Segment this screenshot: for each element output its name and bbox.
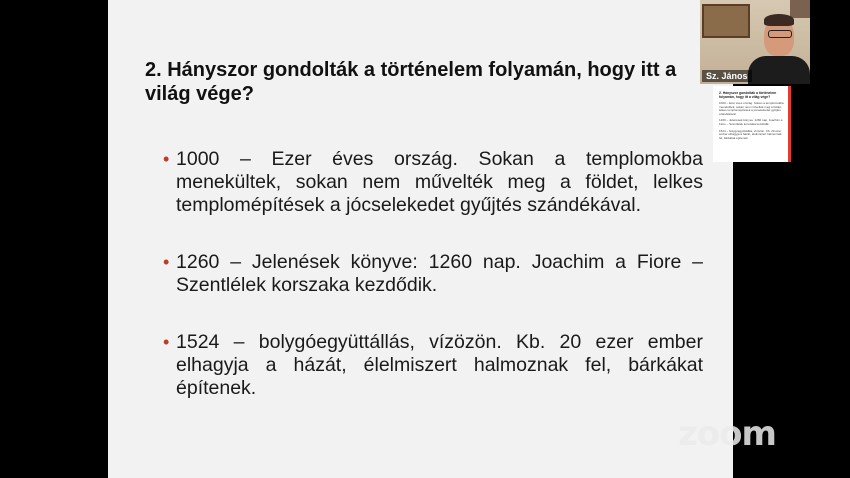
shared-slide (108, 0, 733, 478)
slide-bullet-list (163, 148, 703, 400)
slide-title: 2. Hányszor gondolták a történelem folyamán, hogy itt a világ vége? (145, 59, 677, 105)
slide-bullet-1260: • 1260 – Jelenések könyve: 1260 nap. Joachim a Fiore – Szentlélek korszaka kezdődik. (163, 251, 703, 297)
thumbnail-line-3: 1524 – bolygóegyüttállás, vízözön. Kb. 20 ezer ember elhagyja a házát, élelmiszert halmoznak fel, bárkákat építenek. (719, 128, 782, 140)
participant-video-tile[interactable] (700, 0, 810, 84)
speaker-body (748, 56, 810, 84)
thumbnail-title: 2. Hányszor gondolták a történelem folyamán, hogy itt a világ vége? (719, 91, 777, 99)
thumbnail-line-2: 1260 – Jelenések könyve: 1260 nap. Joachim a Fiore – Szentlélek korszaka kezdődik. (719, 118, 783, 126)
thumbnail-line-1: 1000 – Ezer éves ország. Sokan a templomokba menekültek, sokan nem művelték meg a földet, lelkes templomépítések a jócselekedet gyűjtés szándékával. (719, 101, 784, 116)
speaker-hair (764, 14, 794, 26)
wall-picture (702, 4, 750, 38)
slide-bullet-1524: • 1524 – bolygóegyüttállás, vízözön. Kb. 20 ezer ember elhagyja a házát, élelmiszert halmoznak fel, bárkákat építenek. (163, 331, 703, 400)
slide-thumbnail[interactable] (713, 86, 791, 162)
wall-picture-2 (790, 0, 810, 18)
slide-bullet-1000: • 1000 – Ezer éves ország. Sokan a templomokba menekültek, sokan nem művelték meg a földet, lelkes templomépítések a jócselekedet gyűjtés szándékával. (163, 148, 703, 217)
participant-name-label: Sz. János (702, 70, 752, 82)
speaker-glasses (768, 30, 792, 38)
zoom-logo-watermark: zoom (678, 414, 776, 454)
